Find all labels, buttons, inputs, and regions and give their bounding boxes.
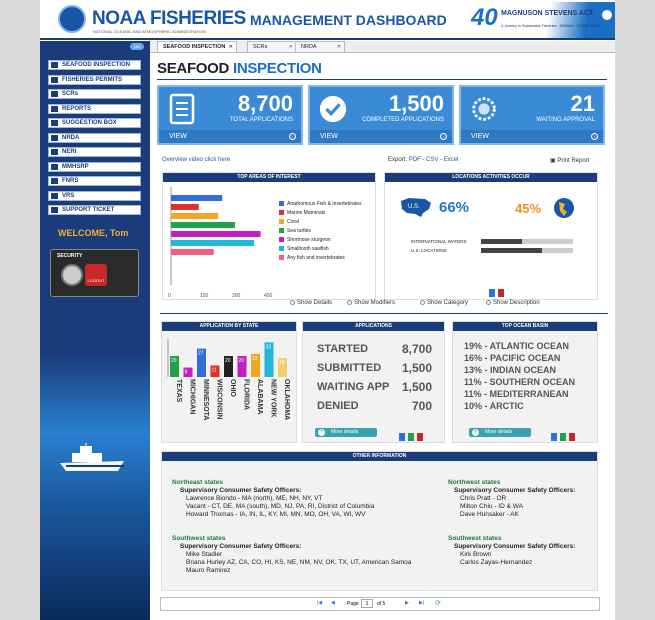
application-by-state-panel xyxy=(161,321,297,443)
ocean-row: 11% - SOUTHERN OCEAN xyxy=(464,377,576,387)
sidebar-item-label: REPORTS xyxy=(62,105,92,112)
bar-1 xyxy=(171,204,199,210)
sidebar-item-label: NERI xyxy=(62,149,77,155)
state-label: WISCONSIN xyxy=(215,379,223,420)
show-description-option[interactable] xyxy=(486,300,540,306)
tab-nrda[interactable] xyxy=(295,41,345,52)
officer-line: Dave Hunsaker - AK xyxy=(460,511,519,518)
apps-value: 1,500 xyxy=(401,361,432,375)
legend-label: Sea turtles xyxy=(287,228,311,234)
title-divider xyxy=(157,79,607,80)
section-divider xyxy=(160,313,608,314)
sidebar-item-mmhsrp[interactable] xyxy=(48,162,141,172)
show-category-option[interactable] xyxy=(420,300,468,306)
security-label: SECURITY xyxy=(57,253,83,259)
export-icons xyxy=(399,428,429,438)
officer-line: Carlos Zayas-Hernandez xyxy=(460,559,533,566)
legend-swatch xyxy=(279,219,284,224)
view-label: VIEW xyxy=(320,133,338,140)
sidebar-item-label: SEAFOOD INSPECTION xyxy=(62,62,131,68)
sidebar-item-fnrs[interactable] xyxy=(48,176,141,186)
legend-swatch xyxy=(279,228,284,233)
printer-icon: ▣ xyxy=(550,158,558,164)
print-report-link[interactable] xyxy=(550,157,589,164)
sidebar-item-vrs[interactable] xyxy=(48,191,141,201)
overview-video-link[interactable]: Overview video click here xyxy=(162,157,231,163)
legend-item xyxy=(279,237,331,243)
legend-label: Smalltooth sawfish xyxy=(287,246,329,252)
legend-item xyxy=(279,228,311,234)
sidebar-item-neri[interactable] xyxy=(48,147,141,157)
region-subheading: Supervisory Consumer Safety Officers: xyxy=(454,543,576,550)
tab-label: NRDA xyxy=(301,44,317,50)
state-value-label: 22 xyxy=(252,355,258,362)
arrow-right-icon: › xyxy=(440,133,447,140)
option-label: Show Modifiers xyxy=(354,300,396,307)
us-map-icon xyxy=(399,195,433,219)
stat-view-link[interactable] xyxy=(461,130,603,143)
export-csv-link[interactable]: CSV xyxy=(426,157,439,163)
legend-swatch xyxy=(279,255,284,260)
sidebar-item-label: SCRs xyxy=(62,91,79,97)
excel-icon[interactable] xyxy=(560,433,566,441)
export-icons xyxy=(489,284,519,294)
state-label: OKLAHOMA xyxy=(283,379,290,421)
tab-label: SCRs xyxy=(253,44,268,50)
export-excel-link[interactable]: Excel xyxy=(443,157,459,163)
excel-icon[interactable] xyxy=(408,433,414,441)
legend-item xyxy=(279,255,345,261)
legend-swatch xyxy=(279,210,284,215)
checkmark-icon xyxy=(318,93,348,125)
globe-icon xyxy=(553,197,575,219)
tab-label: SEAFOOD INSPECTION xyxy=(163,44,226,50)
officer-line: Mike Stadler xyxy=(186,551,223,558)
ocean-row: 10% - ARCTIC xyxy=(464,401,524,411)
state-value-label: 9 xyxy=(184,369,188,376)
bar-2 xyxy=(171,213,218,219)
logout-button[interactable] xyxy=(85,264,107,286)
logo-text[interactable]: NOAA FISHERIES xyxy=(92,8,246,29)
page-title xyxy=(157,60,322,77)
ocean-basin-panel xyxy=(452,321,598,443)
x-tick-label: 0 xyxy=(168,293,171,299)
export-separator: - xyxy=(438,157,444,163)
applications-panel xyxy=(302,321,445,443)
us-percentage: 66% xyxy=(439,199,470,216)
sidebar-item-nrda[interactable] xyxy=(48,133,141,143)
menu-bullet-icon xyxy=(51,178,58,184)
sidebar-item-suggestion-box[interactable] xyxy=(48,118,141,128)
stat-label: COMPLETED APPLICATIONS xyxy=(362,117,444,123)
sidebar-item-seafood-inspection[interactable] xyxy=(48,60,141,70)
close-icon[interactable]: ✕ xyxy=(228,44,233,50)
sidebar-item-label: SUGGESTION BOX xyxy=(62,120,117,126)
plus-icon: + xyxy=(473,429,478,435)
legend-label: Any fish and invertebrates xyxy=(287,255,345,261)
main-content xyxy=(150,53,615,620)
region-subheading: Supervisory Consumer Safety Officers: xyxy=(454,487,576,494)
ship-image xyxy=(58,443,128,473)
legend-item xyxy=(279,246,329,252)
region-heading: Southwest states xyxy=(172,535,226,542)
stat-value: 8,700 xyxy=(237,91,293,116)
plus-icon: + xyxy=(319,429,324,435)
region-heading: Northeast states xyxy=(172,479,223,486)
stat-value: 21 xyxy=(570,91,595,116)
top-areas-panel xyxy=(162,172,376,300)
officer-line: Milton Chiu - ID & WA xyxy=(460,503,523,510)
page-number-input[interactable]: 1 xyxy=(361,599,373,608)
legend-item xyxy=(279,219,299,225)
apps-label: WAITING APP xyxy=(317,381,390,393)
legend-label: Anadromous Fish & Invertebrates xyxy=(287,201,362,207)
legend-swatch xyxy=(279,237,284,242)
menu-bullet-icon xyxy=(51,135,58,141)
more-details-button[interactable] xyxy=(315,428,377,437)
bar-0 xyxy=(171,195,222,201)
page-title-a: SEAFOOD xyxy=(157,60,230,77)
panel-header: OTHER INFORMATION xyxy=(162,452,597,461)
officer-line: Chris Pratt - OR xyxy=(460,495,507,502)
msa-title: MAGNUSON STEVENS ACT xyxy=(501,10,594,17)
officer-line: Briana Hurley AZ, CA, CO, HI, KS, NE, NM, NV, OK, TX, UT, American Samoa xyxy=(186,559,412,566)
option-label: Show Category xyxy=(427,300,469,307)
state-value-label: 18 xyxy=(279,360,285,367)
menu-bullet-icon xyxy=(51,164,58,170)
sidebar-item-fisheries-permits[interactable] xyxy=(48,75,141,85)
stat-label: TOTAL APPLICATIONS xyxy=(229,117,293,123)
arrow-right-icon: › xyxy=(289,133,296,140)
top-areas-chart xyxy=(167,185,277,300)
toggle-on-button[interactable]: ON xyxy=(130,43,144,50)
next-page-icon[interactable]: ▶ xyxy=(405,600,409,606)
page-of-label: of 5 xyxy=(377,601,386,607)
print-icon[interactable] xyxy=(489,289,495,297)
apps-value: 1,500 xyxy=(401,380,432,394)
sidebar-item-label: VRS xyxy=(62,192,75,199)
legend-label: Shortnose sturgeon xyxy=(287,237,331,243)
noaa-seal-icon xyxy=(601,9,613,21)
export-separator: - xyxy=(420,157,427,163)
welcome-text: WELCOME, Tom xyxy=(58,228,129,238)
state-value-label: 27 xyxy=(198,350,204,357)
x-tick-label: 450 xyxy=(264,293,273,299)
print-label: Print Report xyxy=(557,158,590,164)
arrow-right-icon: › xyxy=(591,133,598,140)
state-label: FLORIDA xyxy=(242,379,250,411)
page-title-b: INSPECTION xyxy=(232,60,322,77)
more-label: More details xyxy=(485,429,513,435)
state-value-label: 20 xyxy=(225,358,231,364)
state-label: TEXAS xyxy=(175,379,182,403)
officer-line: Vacant - CT, DE, MA (south), MD, NJ, PA, RI, District of Columbia xyxy=(186,503,375,510)
msa-badge[interactable] xyxy=(465,2,615,38)
sidebar-item-label: MMHSRP xyxy=(62,163,89,170)
pdf-icon[interactable] xyxy=(498,289,504,297)
stat-card-waiting[interactable] xyxy=(459,85,605,145)
stat-view-link[interactable] xyxy=(310,130,452,143)
export-links xyxy=(388,157,458,163)
apps-value: 8,700 xyxy=(401,342,432,356)
sidebar-item-label: NRDA xyxy=(62,134,80,141)
export-pdf-link[interactable]: PDF xyxy=(408,157,421,163)
state-label: MINNESOTA xyxy=(202,379,209,421)
intl-progress-fill xyxy=(481,239,522,244)
more-label: More details xyxy=(331,429,359,435)
officer-line: Kirk Brown xyxy=(460,551,492,558)
pdf-icon[interactable] xyxy=(569,433,575,441)
first-page-icon[interactable]: |◀ xyxy=(317,600,323,606)
sidebar-item-support-ticket[interactable] xyxy=(48,205,141,215)
menu-bullet-icon xyxy=(51,62,58,68)
tab-seafood-inspection[interactable] xyxy=(157,41,237,52)
legend-swatch xyxy=(279,246,284,251)
ocean-background-image xyxy=(40,353,150,620)
show-details-option[interactable] xyxy=(290,300,332,306)
radio-icon xyxy=(420,300,425,305)
security-panel xyxy=(50,249,139,297)
menu-bullet-icon xyxy=(51,207,58,213)
apps-label: STARTED xyxy=(317,343,369,355)
us-progress-bar xyxy=(481,248,573,253)
legend-label: Coral xyxy=(287,219,299,225)
refresh-icon[interactable]: ⟳ xyxy=(435,600,441,607)
sidebar-item-label: FISHERIES PERMITS xyxy=(62,76,123,83)
bar-label-intl: INTERNATIONAL WATERS xyxy=(411,239,467,244)
bar-3 xyxy=(171,222,235,228)
state-label: MICHIGAN xyxy=(188,379,196,415)
pagination-bar xyxy=(160,597,600,611)
us-progress-fill xyxy=(481,248,542,253)
view-label: VIEW xyxy=(169,133,187,140)
ocean-row: 19% - ATLANTIC OCEAN xyxy=(464,341,570,351)
other-information-panel xyxy=(161,451,598,591)
state-label: NEW YORK xyxy=(269,379,277,418)
more-details-button[interactable] xyxy=(469,428,531,437)
ocean-row: 16% - PACIFIC OCEAN xyxy=(464,353,561,363)
stat-view-link[interactable] xyxy=(159,130,301,143)
officer-line: Mauro Ramirez xyxy=(186,567,231,574)
state-label: OHIO xyxy=(229,379,236,397)
officer-line: Lawrence Biondo - MA (north), ME, NH, NY, VT xyxy=(186,495,323,502)
export-icons xyxy=(551,428,581,438)
state-label: ALABAMA xyxy=(256,379,263,415)
prev-page-icon[interactable]: ◀ xyxy=(331,600,335,606)
panel-header: APPLICATION BY STATE xyxy=(162,322,296,331)
legend-item xyxy=(279,201,361,207)
close-icon[interactable]: ✕ xyxy=(336,44,341,50)
panel-header: TOP AREAS OF INTEREST xyxy=(163,173,375,182)
document-icon xyxy=(167,93,197,125)
stat-card-total[interactable] xyxy=(157,85,303,145)
legend-item xyxy=(279,210,325,216)
x-tick-label: 300 xyxy=(232,293,241,299)
stat-card-completed[interactable] xyxy=(308,85,454,145)
apps-label: DENIED xyxy=(317,400,359,412)
msa-subtitle: A Journey to Sustainable Fisheries · #MSA40 · LEARN MORE xyxy=(501,24,601,28)
stat-label: WAITING APPROVAL xyxy=(536,117,595,123)
apps-value: 700 xyxy=(411,399,432,413)
stat-value: 1,500 xyxy=(388,91,444,116)
sidebar-item-label: FNRS xyxy=(62,178,79,184)
page-label: Page xyxy=(347,601,359,607)
last-page-icon[interactable]: ▶| xyxy=(419,600,425,606)
logo-subtitle: NATIONAL OCEANIC AND ATMOSPHERIC ADMINISTRATION xyxy=(93,29,206,34)
region-subheading: Supervisory Consumer Safety Officers: xyxy=(180,543,302,550)
menu-bullet-icon xyxy=(51,91,58,97)
logout-label: LOGOUT xyxy=(87,278,105,283)
us-label: U.S. xyxy=(408,204,420,210)
view-label: VIEW xyxy=(471,133,489,140)
state-value-label: 11 xyxy=(211,367,217,374)
print-icon[interactable] xyxy=(551,433,557,441)
world-percentage: 45% xyxy=(515,201,542,216)
state-value-label: 20 xyxy=(171,358,177,364)
close-icon[interactable]: ✕ xyxy=(288,44,293,50)
sidebar-item-reports[interactable] xyxy=(48,104,141,114)
msa-number: 40 xyxy=(471,4,498,31)
option-label: Show Description xyxy=(493,300,540,307)
bar-5 xyxy=(171,240,254,246)
sidebar-item-label: SUPPORT TICKET xyxy=(62,207,115,213)
noaa-logo-icon[interactable] xyxy=(58,5,86,33)
region-heading: Southwest states xyxy=(448,535,502,542)
show-modifiers-option[interactable] xyxy=(347,300,395,306)
state-bar-chart xyxy=(164,333,296,441)
intl-progress-bar xyxy=(481,239,573,244)
export-label: Export: xyxy=(388,157,409,163)
bar-6 xyxy=(171,249,214,255)
officer-line: Howard Thomas - IA, IN, IL, KY, MI, MN, MO, OH, VA, WI, WV xyxy=(186,511,366,518)
menu-bullet-icon xyxy=(51,120,58,126)
bar-label-us: U.S. LOCATIONS xyxy=(411,248,447,253)
menu-bullet-icon xyxy=(51,193,58,199)
menu-bullet-icon xyxy=(51,106,58,112)
x-tick-label: 150 xyxy=(200,293,209,299)
tab-scrs[interactable] xyxy=(247,41,297,52)
menu-bullet-icon xyxy=(51,149,58,155)
pdf-icon[interactable] xyxy=(417,433,423,441)
state-value-label: 20 xyxy=(238,358,245,364)
loading-spinner-icon xyxy=(469,93,499,125)
panel-header: TOP OCEAN BASIN xyxy=(453,322,597,331)
header xyxy=(40,0,615,40)
panel-header: LOCATIONS ACTIVITIES OCCUR xyxy=(385,173,597,182)
dashboard-frame xyxy=(40,0,615,620)
apps-label: SUBMITTED xyxy=(317,362,382,374)
ocean-row: 13% - INDIAN OCEAN xyxy=(464,365,557,375)
region-subheading: Supervisory Consumer Safety Officers: xyxy=(180,487,302,494)
panel-header: APPLICATIONS xyxy=(303,322,444,331)
dashboard-title: MANAGEMENT DASHBOARD xyxy=(250,12,447,28)
radio-icon xyxy=(486,300,491,305)
region-heading: Northwest states xyxy=(448,479,501,486)
ocean-row: 11% - MEDITERRANEAN xyxy=(464,389,569,399)
legend-swatch xyxy=(279,201,284,206)
radio-icon xyxy=(347,300,352,305)
menu-bullet-icon xyxy=(51,77,58,83)
bar-4 xyxy=(171,231,261,237)
locations-panel xyxy=(384,172,598,300)
option-label: Show Details xyxy=(297,300,333,307)
lock-dial-icon[interactable] xyxy=(61,264,83,286)
legend-label: Marine Mammals xyxy=(287,210,326,216)
print-icon[interactable] xyxy=(399,433,405,441)
sidebar-item-scrs[interactable] xyxy=(48,89,141,99)
checkbox-icon xyxy=(290,300,295,305)
state-value-label: 33 xyxy=(265,344,272,351)
